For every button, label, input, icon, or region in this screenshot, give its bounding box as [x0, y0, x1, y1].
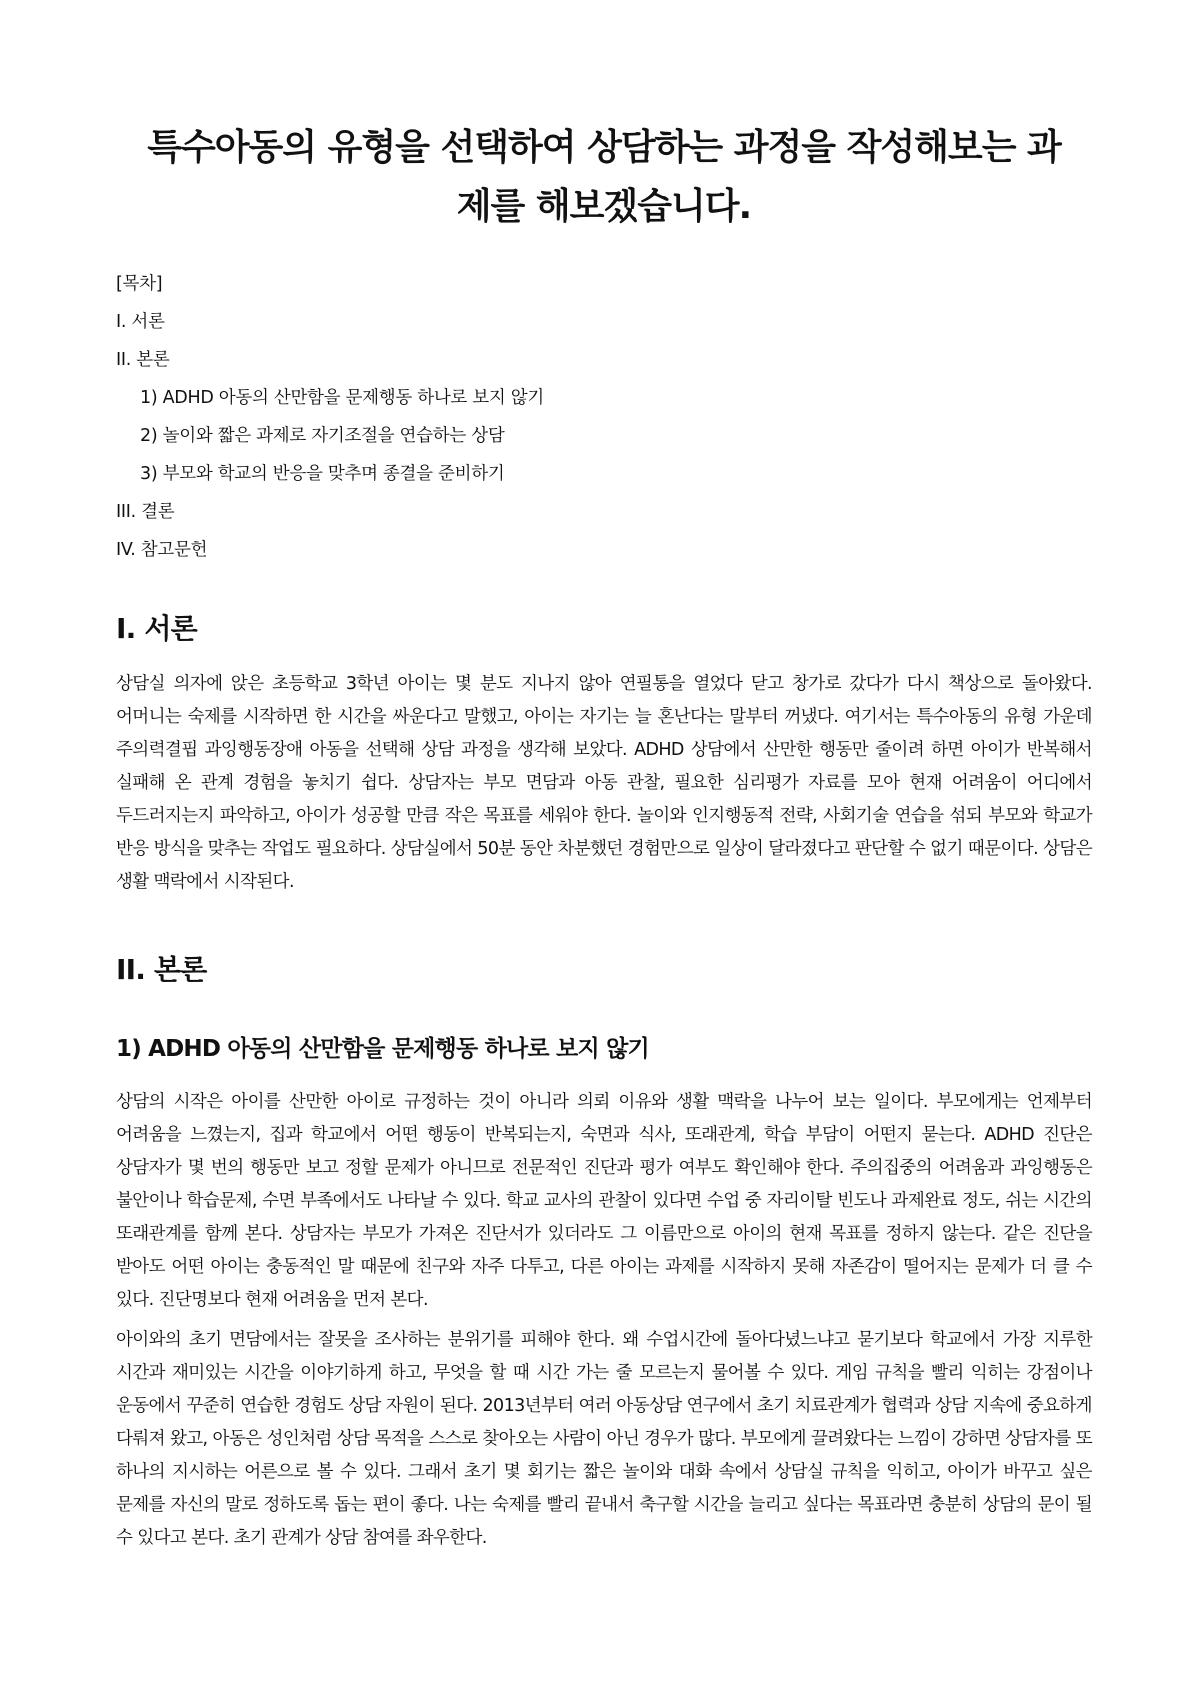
- section-heading-body: II. 본론: [116, 953, 207, 986]
- document-title: 특수아동의 유형을 선택하여 상담하는 과정을 작성해보는 과제를 해보겠습니다.: [147, 127, 1061, 227]
- toc-item-intro: I. 서론: [116, 312, 165, 332]
- table-of-contents: [116, 265, 1092, 569]
- toc-item-references: IV. 참고문헌: [116, 540, 208, 560]
- body-paragraph-2: 아이와의 초기 면담에서는 잘못을 조사하는 분위기를 피해야 한다. 왜 수업시간에 돌아다녔느냐고 묻기보다 학교에서 가장 지루한 시간과 재미있는 시간을 이야기하게 하고, 무엇을 할 때 시간 가는 줄 모르는지 물어볼 수 있다. 게임 규칙을 빨리 익히는 강점이나 운동에서 꾸준히 연습한 경험도 상담 자원이 된다. 2013년부터 여러 아동상담 연구에서 초기 치료관계가 협력과 상담 지속에 중요하게 다뤄져 왔고, 아동은 성인처럼 상담 목적을 스스로 찾아오는 사람이 아닌 경우가 많다. 부모에게 끌려왔다는 느낌이 강하면 상담자를 또 하나의 지시하는 어른으로 볼 수 있다. 그래서 초기 몇 회기는 짧은 놀이와 대화 속에서 상담실 규칙을 익히고, 아이가 바꾸고 싶은 문제를 자신의 말로 정하도록 돕는 편이 좋다. 나는 숙제를 빨리 끝내서 축구할 시간을 늘리고 싶다는 목표라면 충분히 상담의 문이 될 수 있다고 본다. 초기 관계가 상담 참여를 좌우한다.: [116, 1330, 1092, 1548]
- intro-paragraph: 상담실 의자에 앉은 초등학교 3학년 아이는 몇 분도 지나지 않아 연필통을 열었다 닫고 창가로 갔다가 다시 책상으로 돌아왔다. 어머니는 숙제를 시작하면 한 시간을 싸운다고 말했고, 아이는 자기는 늘 혼난다는 말부터 꺼냈다. 여기서는 특수아동의 유형 가운데 주의력결핍 과잉행동장애 아동을 선택해 상담 과정을 생각해 보았다. ADHD 상담에서 산만한 행동만 줄이려 하면 아이가 반복해서 실패해 온 관계 경험을 놓치기 쉽다. 상담자는 부모 면담과 아동 관찰, 필요한 심리평가 자료를 모아 현재 어려움이 어디에서 두드러지는지 파악하고, 아이가 성공할 만큼 작은 목표를 세워야 한다. 놀이와 인지행동적 전략, 사회기술 연습을 섞되 부모와 학교가 반응 방식을 맞추는 작업도 필요하다. 상담실에서 50분 동안 차분했던 경험만으로 일상이 달라졌다고 판단할 수 없기 때문이다. 상담은 생활 맥락에서 시작된다.: [116, 674, 1092, 892]
- toc-item-body-3: 3) 부모와 학교의 반응을 맞추며 종결을 준비하기: [140, 464, 505, 484]
- toc-item-body-2: 2) 놀이와 짧은 과제로 자기조절을 연습하는 상담: [140, 426, 505, 446]
- toc-item-conclusion: III. 결론: [116, 502, 175, 522]
- subsection-heading-1: 1) ADHD 아동의 산만함을 문제행동 하나로 보지 않기: [116, 1036, 649, 1062]
- section-heading-intro: I. 서론: [116, 612, 197, 645]
- toc-item-body: II. 본론: [116, 350, 170, 370]
- toc-heading: [목차]: [116, 274, 163, 294]
- toc-item-body-1: 1) ADHD 아동의 산만함을 문제행동 하나로 보지 않기: [140, 388, 544, 408]
- body-paragraph-1: 상담의 시작은 아이를 산만한 아이로 규정하는 것이 아니라 의뢰 이유와 생활 맥락을 나누어 보는 일이다. 부모에게는 언제부터 어려움을 느꼈는지, 집과 학교에서 어떤 행동이 반복되는지, 숙면과 식사, 또래관계, 학습 부담이 어떤지 묻는다. ADHD 진단은 상담자가 몇 번의 행동만 보고 정할 문제가 아니므로 전문적인 진단과 평가 여부도 확인해야 한다. 주의집중의 어려움과 과잉행동은 불안이나 학습문제, 수면 부족에서도 나타날 수 있다. 학교 교사의 관찰이 있다면 수업 중 자리이탈 빈도나 과제완료 정도, 쉬는 시간의 또래관계를 함께 본다. 상담자는 부모가 가져온 진단서가 있더라도 그 이름만으로 아이의 현재 목표를 정하지 않는다. 같은 진단을 받아도 어떤 아이는 충동적인 말 때문에 친구와 자주 다투고, 다른 아이는 과제를 시작하지 못해 자존감이 떨어지는 문제가 더 클 수 있다. 진단명보다 현재 어려움을 먼저 본다.: [116, 1092, 1092, 1310]
